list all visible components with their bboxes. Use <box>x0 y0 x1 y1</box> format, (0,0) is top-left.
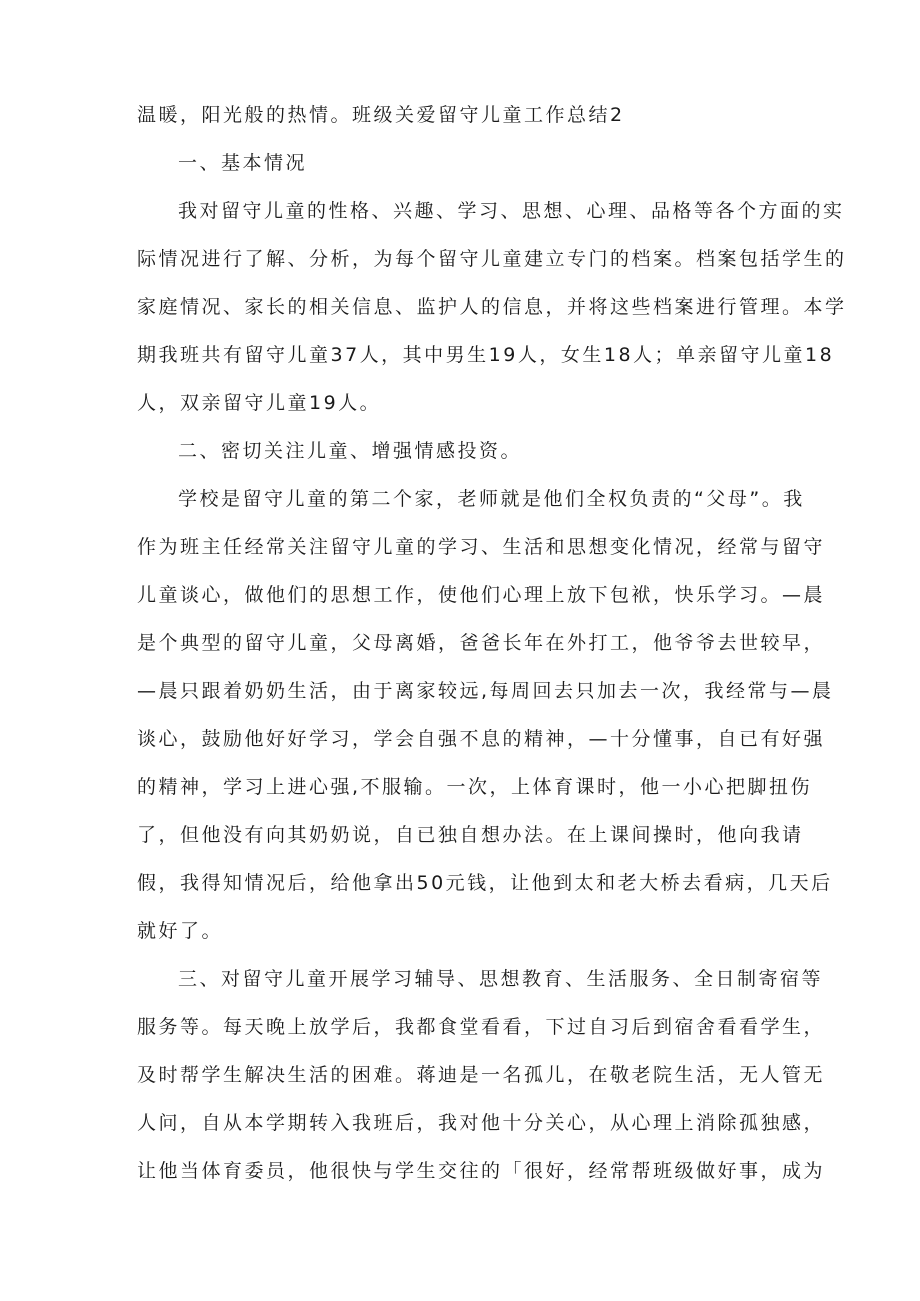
section-heading: 二、密切关注儿童、增强情感投资。 <box>178 440 523 462</box>
section-heading: 一、基本情况 <box>178 152 308 174</box>
text-line: 人，双亲留守儿童19人。 <box>137 392 382 414</box>
text-line: 的精神，学习上进心强,不服输。一次，上体育课时，他一小心把脚扭伤 <box>137 776 813 798</box>
text-line: 让他当体育委员，他很快与学生交往的「很好，经常帮班级做好事，成为 <box>137 1160 826 1182</box>
text-line: 就好了。 <box>137 920 224 942</box>
text-line: 作为班主任经常关注留守儿童的学习、生活和思想变化情况，经常与留守 <box>137 536 826 558</box>
text-line: 期我班共有留守儿童37人，其中男生19人，女生18人；单亲留守儿童18 <box>137 344 835 366</box>
text-line: —晨只跟着奶奶生活，由于离家较远,每周回去只加去一次，我经常与—晨 <box>137 680 834 702</box>
text-line: 学校是留守儿童的第二个家，老师就是他们全权负责的“父母”。我 <box>178 488 805 510</box>
text-line: 我对留守儿童的性格、兴趣、学习、思想、心理、品格等各个方面的实 <box>178 200 845 222</box>
text-line: 假，我得知情况后，给他拿出50元钱，让他到太和老大桥去看病，几天后 <box>137 872 833 894</box>
text-line: 谈心，鼓励他好好学习，学会自强不息的精神，—十分懂事，自已有好强 <box>137 728 826 750</box>
text-line: 服务等。每天晚上放学后，我都食堂看看，下过自习后到宿舍看看学生， <box>137 1016 826 1038</box>
text-line: 了，但他没有向其奶奶说，自已独自想办法。在上课间操时，他向我请 <box>137 824 804 846</box>
text-line: 及时帮学生解决生活的困难。蒋迪是一名孤儿，在敬老院生活，无人管无 <box>137 1064 826 1086</box>
text-line: 儿童谈心，做他们的思想工作，使他们心理上放下包袱，快乐学习。—晨 <box>137 584 826 606</box>
text-line: 际情况进行了解、分析，为每个留守儿童建立专门的档案。档案包括学生的 <box>137 248 847 270</box>
text-line: 家庭情况、家长的相关信息、监护人的信息，并将这些档案进行管理。本学 <box>137 296 847 318</box>
text-line: 是个典型的留守儿童，父母离婚，爸爸长年在外打工，他爷爷去世较早， <box>137 632 826 654</box>
text-line: 温暖，阳光般的热情。班级关爱留守儿童工作总结2 <box>137 104 625 126</box>
section-heading: 三、对留守儿童开展学习辅导、思想教育、生活服务、全日制寄宿等 <box>178 968 824 990</box>
text-line: 人问，自从本学期转入我班后，我对他十分关心，从心理上消除孤独感， <box>137 1112 826 1134</box>
